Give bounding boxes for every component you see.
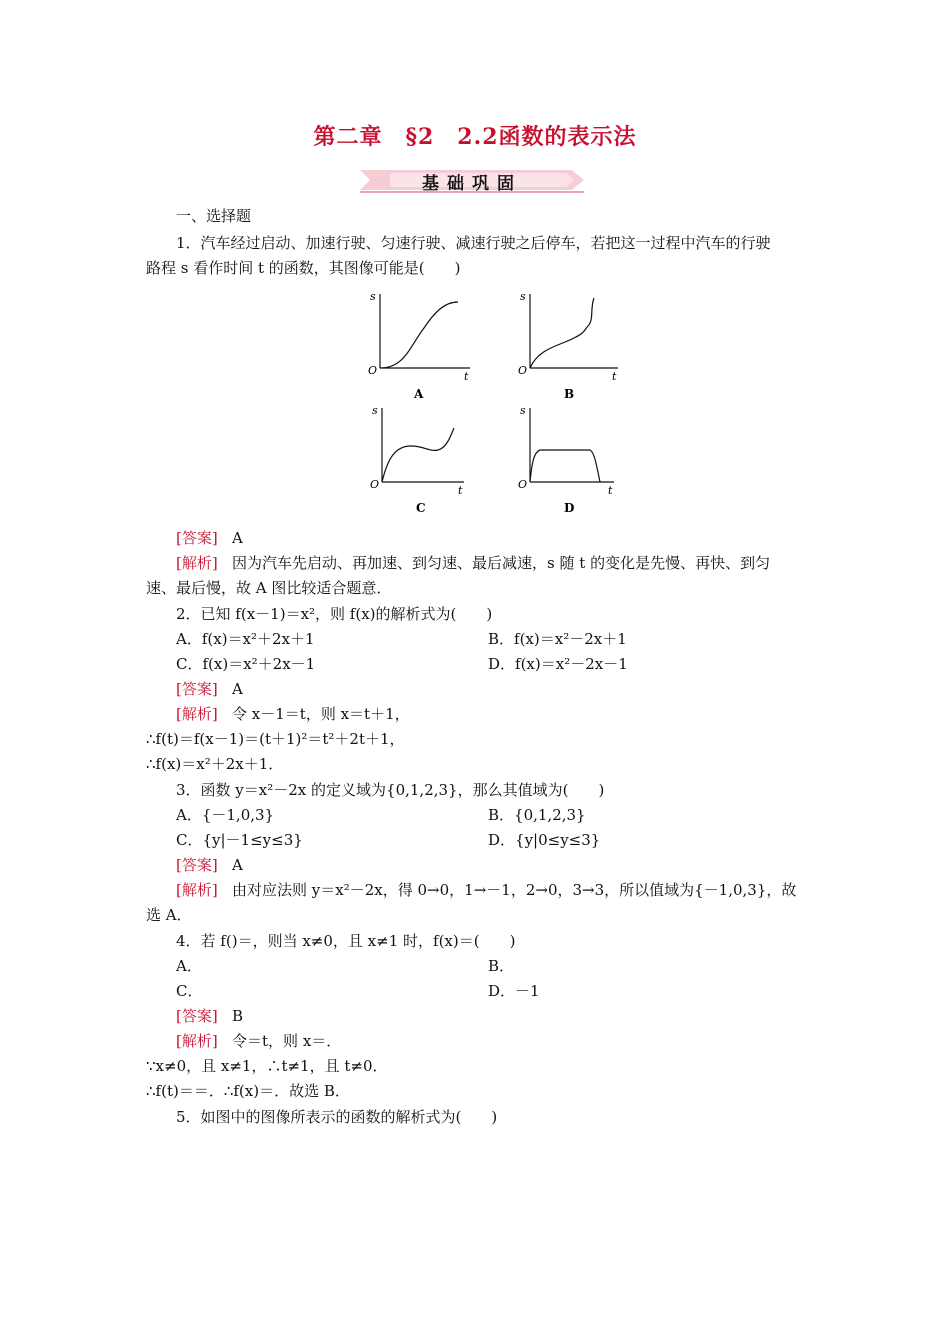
q2-analysis-line2: ∴f(t)＝f(x－1)＝(t＋1)²＝t²＋2t＋1， <box>146 730 405 748</box>
q3-answer <box>176 855 243 875</box>
q3-option-d: D．{y|0≤y≤3} <box>488 831 601 849</box>
answer-tag: [答案] <box>176 1007 218 1025</box>
answer-value: B <box>232 1007 244 1025</box>
section-heading: 一、选择题 <box>176 207 252 225</box>
svg-text:O: O <box>518 364 528 377</box>
svg-text:O: O <box>518 478 528 491</box>
svg-text:O: O <box>370 478 380 491</box>
answer-value: A <box>232 856 243 874</box>
section-banner <box>360 166 584 194</box>
graph-b <box>514 288 624 403</box>
q2-option-a: A．f(x)＝x²＋2x＋1 <box>176 630 315 648</box>
q3-option-c: C．{y|－1≤y≤3} <box>176 831 303 849</box>
q1-answer <box>176 528 243 548</box>
analysis-tag: [解析] <box>176 1032 218 1050</box>
page-title: 第二章 §2 2.2函数的表示法 <box>313 124 637 150</box>
analysis-tag: [解析] <box>176 705 218 723</box>
q2-option-d: D．f(x)＝x²－2x－1 <box>488 655 628 673</box>
answer-tag: [答案] <box>176 680 218 698</box>
q1-analysis-line2: 速、最后慢，故 A 图比较适合题意． <box>146 579 392 597</box>
q2-analysis-line3: ∴f(x)＝x²＋2x＋1． <box>146 755 284 773</box>
analysis-text: 由对应法则 y＝x²－2x，得 0→0，1→－1，2→0，3→3，所以值域为{－1,0,3}，故 <box>232 881 797 899</box>
answer-tag: [答案] <box>176 856 218 874</box>
analysis-tag: [解析] <box>176 881 218 899</box>
q3-analysis-line2: 选 A． <box>146 906 192 924</box>
q4-option-d: D．－1 <box>488 982 540 1000</box>
q2-analysis-line1 <box>176 704 410 724</box>
q4-stem: 4．若 f()＝，则当 x≠0，且 x≠1 时，f(x)＝( ) <box>176 932 516 950</box>
q4-analysis-line2: ∵x≠0，且 x≠1，∴t≠1，且 t≠0． <box>146 1057 388 1075</box>
q3-analysis-line1 <box>176 880 796 900</box>
graph-a-label: A <box>414 387 424 401</box>
svg-text:t: t <box>608 484 613 497</box>
q4-option-b: B． <box>488 957 515 975</box>
q2-option-b: B．f(x)＝x²－2x＋1 <box>488 630 627 648</box>
svg-text:s: s <box>520 290 526 303</box>
analysis-tag: [解析] <box>176 554 218 572</box>
q4-option-a: A． <box>176 957 202 975</box>
q3-option-b: B．{0,1,2,3} <box>488 806 586 824</box>
graph-d-label: D <box>564 501 575 515</box>
q3-option-a: A．{－1,0,3} <box>176 806 275 824</box>
svg-text:s: s <box>370 290 376 303</box>
q2-stem: 2．已知 f(x－1)＝x²，则 f(x)的解析式为( ) <box>176 605 493 623</box>
svg-text:O: O <box>368 364 378 377</box>
svg-text:s: s <box>520 404 526 417</box>
svg-text:t: t <box>458 484 463 497</box>
analysis-text: 令＝t，则 x＝． <box>232 1032 342 1050</box>
answer-tag: [答案] <box>176 529 218 547</box>
graph-c-label: C <box>416 501 426 515</box>
q5-stem: 5．如图中的图像所表示的函数的解析式为( ) <box>176 1108 498 1126</box>
graph-b-label: B <box>564 387 575 401</box>
q4-option-c: C． <box>176 982 203 1000</box>
svg-text:t: t <box>612 370 617 383</box>
q2-answer <box>176 679 243 699</box>
svg-text:t: t <box>464 370 469 383</box>
banner-label: 基础巩固 <box>422 174 522 194</box>
answer-value: A <box>232 529 243 547</box>
answer-value: A <box>232 680 243 698</box>
graph-c <box>366 402 476 517</box>
q4-analysis-line3: ∴f(t)＝＝．∴f(x)＝．故选 B． <box>146 1082 350 1100</box>
q4-analysis-line1 <box>176 1031 341 1051</box>
analysis-text: 令 x－1＝t，则 x＝t＋1， <box>232 705 410 723</box>
q2-option-c: C．f(x)＝x²＋2x－1 <box>176 655 316 673</box>
q1-stem-line1: 1．汽车经过启动、加速行驶、匀速行驶、减速行驶之后停车，若把这一过程中汽车的行驶 <box>176 234 771 252</box>
q1-stem-line2: 路程 s 看作时间 t 的函数，其图像可能是( ) <box>146 259 461 277</box>
q1-analysis-line1 <box>176 553 770 573</box>
q4-answer <box>176 1006 243 1026</box>
graph-a <box>364 288 474 403</box>
svg-text:s: s <box>372 404 378 417</box>
q3-stem: 3．函数 y＝x²－2x 的定义域为{0,1,2,3}，那么其值域为( ) <box>176 781 605 799</box>
analysis-text: 因为汽车先启动、再加速、到匀速、最后减速，s 随 t 的变化是先慢、再快、到匀 <box>232 554 771 572</box>
graph-d <box>514 402 624 517</box>
